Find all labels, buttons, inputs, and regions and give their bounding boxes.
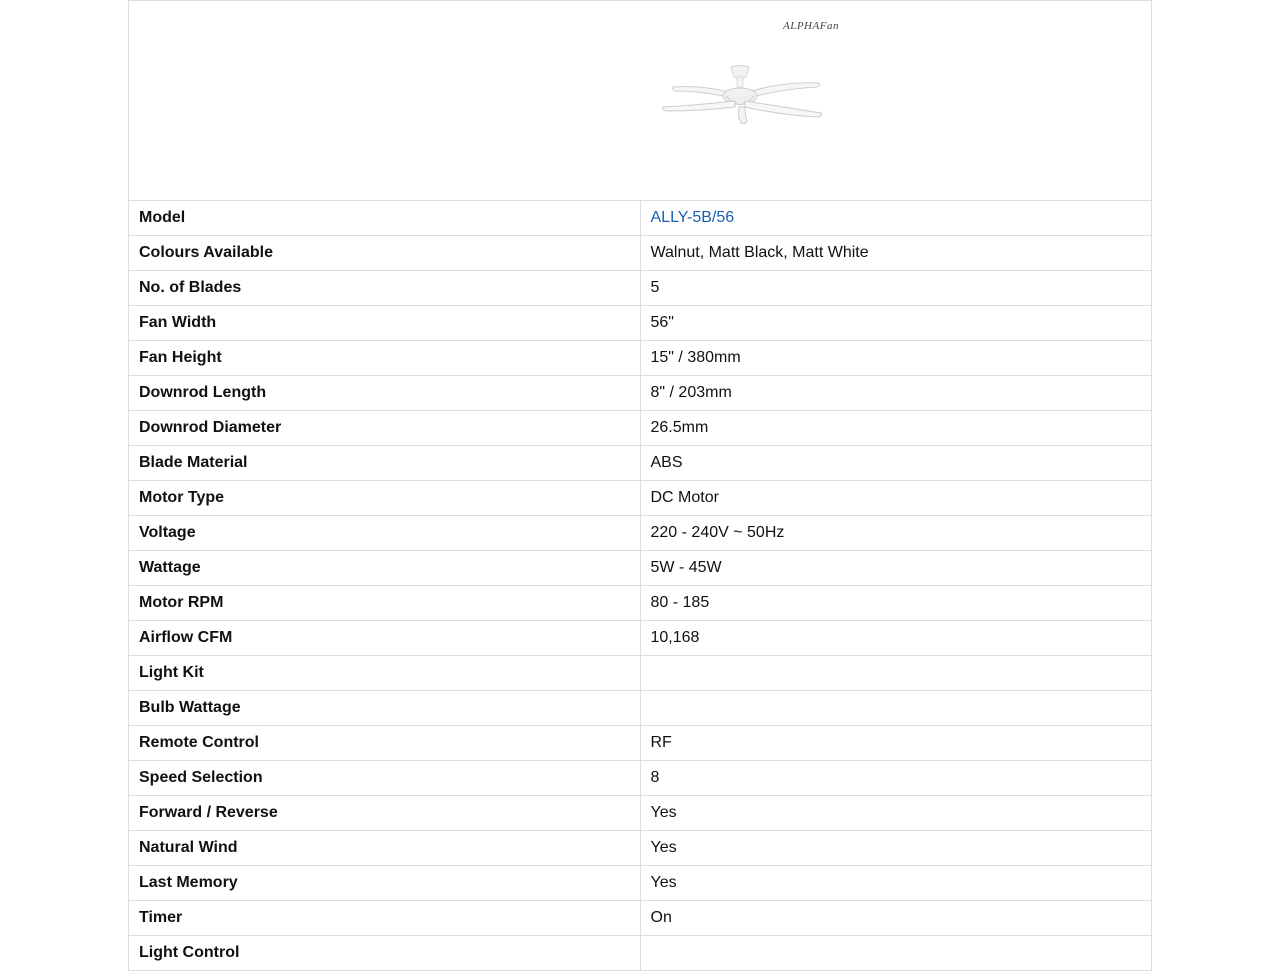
spec-label: Motor Type xyxy=(129,481,641,516)
spec-row xyxy=(129,271,1152,306)
spec-value-cell xyxy=(640,516,1152,551)
spec-value: DC Motor xyxy=(650,489,719,506)
spec-value-cell xyxy=(640,796,1152,831)
spec-value-cell xyxy=(640,446,1152,481)
spec-label: Bulb Wattage xyxy=(129,691,641,726)
spec-value-cell xyxy=(640,831,1152,866)
spec-value-cell xyxy=(640,936,1152,971)
spec-label: Natural Wind xyxy=(129,831,641,866)
spec-value: 26.5mm xyxy=(650,419,709,436)
spec-row xyxy=(129,306,1152,341)
brand-logo: ALPHAFan xyxy=(783,20,839,32)
spec-value: RF xyxy=(650,734,672,751)
spec-label: Motor RPM xyxy=(129,586,641,621)
spec-value-cell xyxy=(640,691,1152,726)
spec-value: 5 xyxy=(650,279,660,296)
spec-row xyxy=(129,586,1152,621)
spec-value-cell xyxy=(640,271,1152,306)
spec-value: 15" / 380mm xyxy=(650,349,741,366)
spec-value-cell xyxy=(640,376,1152,411)
spec-row xyxy=(129,831,1152,866)
spec-row xyxy=(129,446,1152,481)
spec-label: Fan Width xyxy=(129,306,641,341)
spec-value: Yes xyxy=(650,874,677,891)
spec-row xyxy=(129,936,1152,971)
spec-label: Wattage xyxy=(129,551,641,586)
spec-label: Last Memory xyxy=(129,866,641,901)
spec-row xyxy=(129,726,1152,761)
spec-row xyxy=(129,901,1152,936)
spec-value-cell xyxy=(640,551,1152,586)
model-link[interactable]: ALLY-5B/56 xyxy=(650,209,735,226)
spec-value-cell xyxy=(640,201,1152,236)
spec-row xyxy=(129,201,1152,236)
spec-value: 10,168 xyxy=(650,629,700,646)
spec-label: Fan Height xyxy=(129,341,641,376)
spec-value: Yes xyxy=(650,804,677,821)
spec-value-cell xyxy=(640,621,1152,656)
spec-table xyxy=(128,0,1152,971)
spec-label: Timer xyxy=(129,901,641,936)
spec-value: 8" / 203mm xyxy=(650,384,732,401)
spec-row xyxy=(129,376,1152,411)
spec-row xyxy=(129,341,1152,376)
spec-value-cell xyxy=(640,761,1152,796)
spec-row xyxy=(129,551,1152,586)
spec-label: Light Control xyxy=(129,936,641,971)
spec-label: Forward / Reverse xyxy=(129,796,641,831)
product-image-row xyxy=(129,1,1152,201)
spec-row xyxy=(129,621,1152,656)
spec-row xyxy=(129,481,1152,516)
spec-value: ABS xyxy=(650,454,683,471)
spec-label: Light Kit xyxy=(129,656,641,691)
spec-label: Colours Available xyxy=(129,236,641,271)
spec-value-cell xyxy=(640,236,1152,271)
ceiling-fan-image xyxy=(649,61,839,131)
spec-label: Airflow CFM xyxy=(129,621,641,656)
spec-value-cell xyxy=(640,306,1152,341)
spec-label: Blade Material xyxy=(129,446,641,481)
spec-label: Downrod Length xyxy=(129,376,641,411)
spec-value-cell xyxy=(640,866,1152,901)
spec-row xyxy=(129,761,1152,796)
spec-label: Downrod Diameter xyxy=(129,411,641,446)
spec-value: 56" xyxy=(650,314,674,331)
spec-container xyxy=(128,0,1152,971)
spec-row xyxy=(129,691,1152,726)
product-image-cell xyxy=(129,1,1152,201)
spec-value: 220 - 240V ~ 50Hz xyxy=(650,524,785,541)
spec-value: Walnut, Matt Black, Matt White xyxy=(650,244,869,261)
spec-value-cell xyxy=(640,481,1152,516)
spec-value-cell xyxy=(640,341,1152,376)
spec-label: Speed Selection xyxy=(129,761,641,796)
spec-row xyxy=(129,516,1152,551)
spec-value-cell xyxy=(640,726,1152,761)
spec-row xyxy=(129,411,1152,446)
spec-value-cell xyxy=(640,656,1152,691)
spec-row xyxy=(129,796,1152,831)
spec-label: Remote Control xyxy=(129,726,641,761)
spec-value: Yes xyxy=(650,839,677,856)
spec-value: 5W - 45W xyxy=(650,559,722,576)
spec-label: Voltage xyxy=(129,516,641,551)
spec-value: On xyxy=(650,909,672,926)
spec-value: 8 xyxy=(650,769,660,786)
spec-value-cell xyxy=(640,901,1152,936)
spec-row xyxy=(129,866,1152,901)
spec-value-cell xyxy=(640,411,1152,446)
spec-row xyxy=(129,656,1152,691)
spec-label: No. of Blades xyxy=(129,271,641,306)
spec-value-cell xyxy=(640,586,1152,621)
spec-value: 80 - 185 xyxy=(650,594,710,611)
spec-row xyxy=(129,236,1152,271)
spec-label: Model xyxy=(129,201,641,236)
